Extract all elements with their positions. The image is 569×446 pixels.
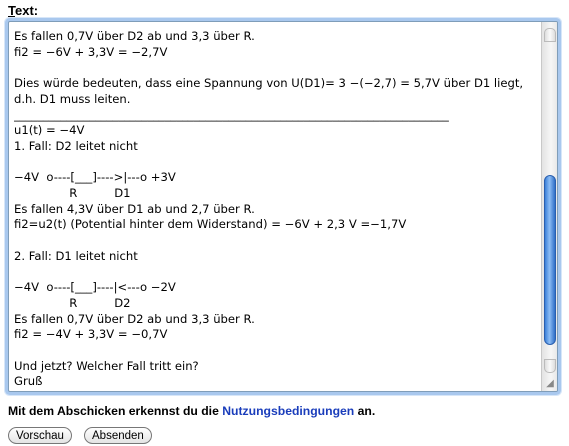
message-textarea[interactable] xyxy=(8,21,558,392)
text-line: fi2 = −4V + 3,3V = −0,7V xyxy=(14,327,168,342)
label-text: ext: xyxy=(14,3,39,18)
text-line: Und jetzt? Welcher Fall tritt ein? xyxy=(14,358,199,373)
text-line: fi2=u2(t) (Potential hinter dem Widerstand) = −6V + 2,3 V =−1,7V xyxy=(14,217,407,232)
text-line: Gruß xyxy=(14,374,43,389)
text-line xyxy=(14,155,537,171)
text-line: −4V o----[___]----|<---o −2V xyxy=(14,280,176,295)
text-line xyxy=(14,60,537,76)
text-line: Dies würde bedeuten, dass eine Spannung von U(D1)= 3 −(−2,7) = 5,7V über D1 liegt, xyxy=(14,76,524,91)
text-line: Es fallen 0,7V über D2 ab und 3,3 über R. xyxy=(14,29,255,43)
terms-notice xyxy=(8,404,375,418)
text-line: R D2 xyxy=(14,295,131,310)
text-line: Es fallen 0,7V über D2 ab und 3,3 über R. xyxy=(14,311,255,326)
scroll-up-arrow[interactable] xyxy=(544,28,556,42)
text-line xyxy=(14,343,537,359)
text-line xyxy=(14,233,537,249)
submit-button[interactable]: Absenden xyxy=(84,427,152,444)
text-line: −4V o----[___]---->|---o +3V xyxy=(14,170,176,185)
message-text[interactable] xyxy=(14,29,537,390)
terms-link[interactable]: Nutzungsbedingungen xyxy=(222,404,355,418)
terms-prefix: Mit dem Abschicken erkennst du die xyxy=(8,404,223,418)
terms-suffix: an. xyxy=(354,404,376,418)
vertical-scrollbar[interactable] xyxy=(541,22,557,391)
text-field-label xyxy=(8,3,38,18)
scroll-thumb[interactable] xyxy=(544,175,556,345)
resize-grip-icon[interactable]: ◢ xyxy=(546,378,554,389)
text-line: d.h. D1 muss leiten. xyxy=(14,91,131,106)
label-accesskey: T xyxy=(8,3,15,18)
text-line: R D1 xyxy=(14,186,131,201)
scroll-down-arrow[interactable] xyxy=(544,359,556,373)
text-line: Es fallen 4,3V über D1 ab und 2,7 über R. xyxy=(14,201,255,216)
text-line xyxy=(14,265,537,281)
text-line: 2. Fall: D1 leitet nicht xyxy=(14,248,138,263)
text-line: ___________________________________________________________________________ xyxy=(14,107,449,122)
text-line: 1. Fall: D2 leitet nicht xyxy=(14,138,138,153)
preview-button[interactable]: Vorschau xyxy=(8,427,72,444)
text-line: u1(t) = −4V xyxy=(14,123,85,138)
text-line: fi2 = −6V + 3,3V = −2,7V xyxy=(14,44,168,59)
